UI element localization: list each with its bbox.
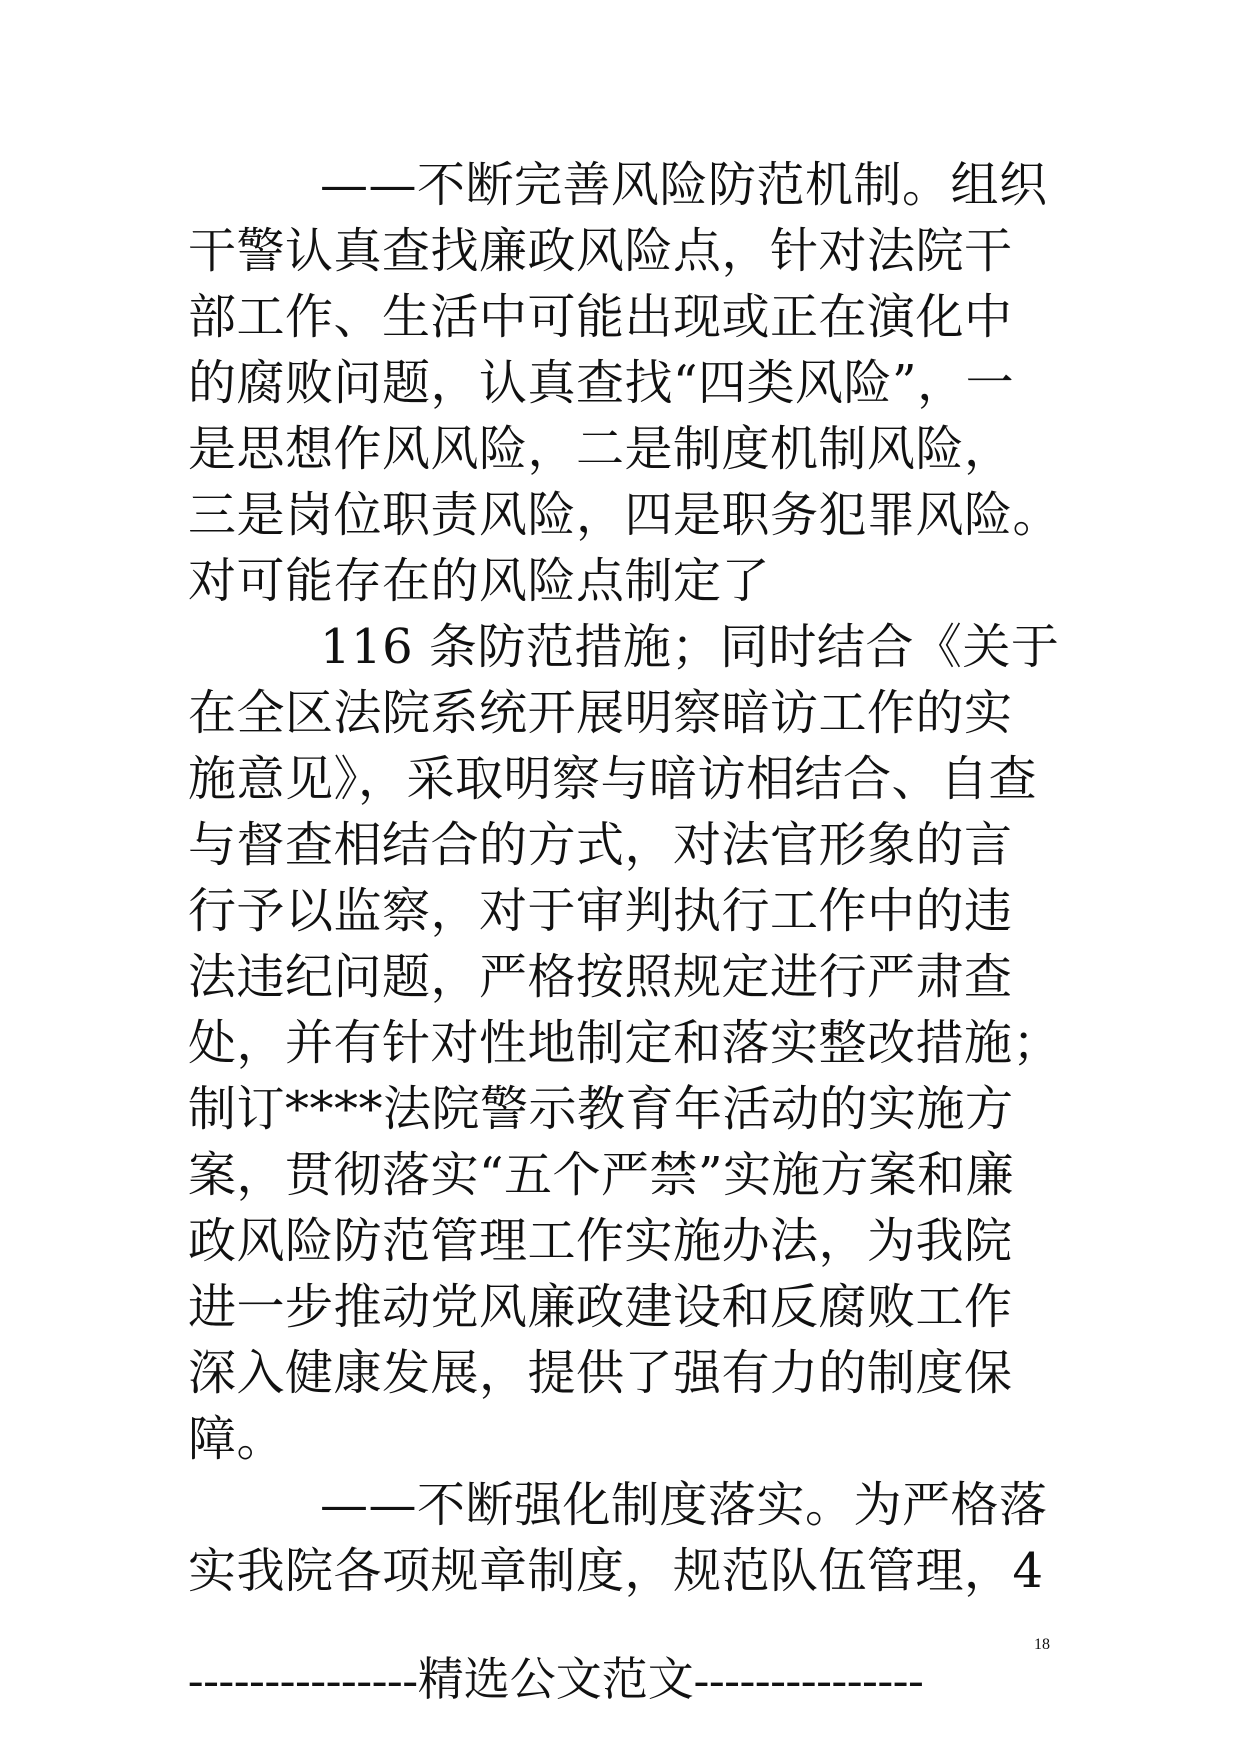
paragraph-line: 进一步推动党风廉政建设和反腐败工作 <box>188 1279 1013 1335</box>
paragraph-line: 制订****法院警示教育年活动的实施方 <box>188 1081 1014 1137</box>
paragraph-line: 实我院各项规章制度，规范队伍管理，4 <box>188 1543 1044 1599</box>
paragraph-line: 处，并有针对性地制定和落实整改措施； <box>188 1015 1062 1071</box>
paragraph-line: 与督查相结合的方式，对法官形象的言 <box>188 817 1013 873</box>
paragraph-line: 116 条防范措施；同时结合《关于 <box>320 619 1060 675</box>
paragraph-line: 法违纪问题，严格按照规定进行严肃查 <box>188 949 1013 1005</box>
paragraph-line: 三是岗位职责风险，四是职务犯罪风险。 <box>188 487 1062 543</box>
paragraph-line: 行予以监察，对于审判执行工作中的违 <box>188 883 1013 939</box>
paragraph-line: 施意见》，采取明察与暗访相结合、自查 <box>188 751 1038 807</box>
page-number: 18 <box>1034 1636 1050 1653</box>
paragraph-line: 障。 <box>188 1411 286 1467</box>
paragraph-line: 在全区法院系统开展明察暗访工作的实 <box>188 685 1013 741</box>
footer-banner: ---------------精选公文范文--------------- <box>188 1654 924 1705</box>
paragraph-line: 政风险防范管理工作实施办法，为我院 <box>188 1213 1013 1269</box>
paragraph-line: ——不断完善风险防范机制。组织 <box>320 157 1048 213</box>
paragraph-line: 部工作、生活中可能出现或正在演化中 <box>188 289 1013 345</box>
paragraph-line: 的腐败问题，认真查找“四类风险”，一 <box>188 355 1015 411</box>
paragraph-line: 是思想作风风险，二是制度机制风险， <box>188 421 1013 477</box>
paragraph-line: 对可能存在的风险点制定了 <box>188 553 771 609</box>
paragraph-line: 干警认真查找廉政风险点，针对法院干 <box>188 223 1013 279</box>
paragraph-line: ——不断强化制度落实。为严格落 <box>320 1477 1048 1533</box>
paragraph-line: 案，贯彻落实“五个严禁”实施方案和廉 <box>188 1147 1015 1203</box>
paragraph-line: 深入健康发展，提供了强有力的制度保 <box>188 1345 1013 1401</box>
body-text <box>188 152 1062 1604</box>
